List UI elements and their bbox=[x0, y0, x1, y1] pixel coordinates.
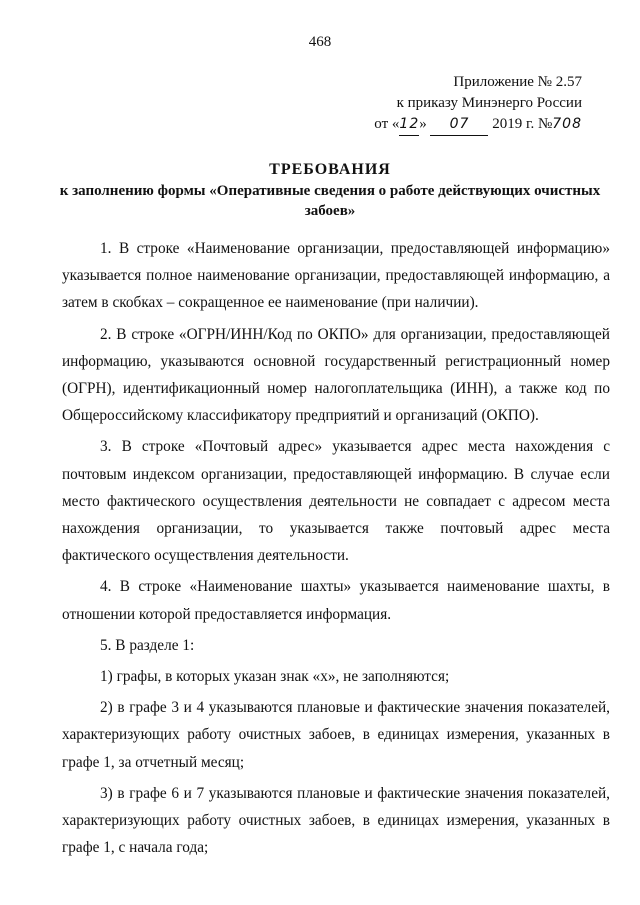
paragraph-2: 2. В строке «ОГРН/ИНН/Код по ОКПО» для организации, предоставляющей информацию, указываются основной государственный регистрационный номер (ОГРН), идентификационный номер налогоплательщика (ИНН), а также код по Общероссийскому классификатору предприятий и организаций (ОКПО). bbox=[62, 325, 610, 425]
paragraph-1: 1. В строке «Наименование организации, предоставляющей информацию» указывается полное наименование организации, предоставляющей информацию, а затем в скобках – сокращенное ее наименование (при наличии). bbox=[62, 240, 610, 312]
appendix-order-ref: к приказу Минэнерго России bbox=[396, 95, 582, 111]
list-item-3: 3) в графе 6 и 7 указываются плановые и фактические значения показателей, характеризующих работу очистных забоев, в единицах измерения, указанных в графе 1, с начала года; bbox=[62, 784, 610, 857]
handwritten-order-number: 708 bbox=[552, 116, 582, 132]
handwritten-month: 07 bbox=[430, 114, 488, 136]
paragraph-5: 5. В разделе 1: bbox=[100, 636, 195, 654]
paragraph-3: 3. В строке «Почтовый адрес» указывается адрес места нахождения с почтовым индексом организации, предоставляющей информацию. В случае если место фактического осуществления деятельности не совпадает с адресом места нахождения организации, то указывается также почтовый адрес места фактического осуществления деятельности. bbox=[62, 438, 610, 565]
date-prefix: от « bbox=[374, 116, 400, 132]
date-year: 2019 г. № bbox=[492, 116, 553, 132]
appendix-order-date bbox=[374, 114, 582, 136]
title-subheading: к заполнению формы «Оперативные сведения о работе действующих очистных забоев» bbox=[59, 183, 601, 219]
date-mid: » bbox=[419, 116, 427, 132]
appendix-title: Приложение № 2.57 bbox=[453, 74, 582, 90]
appendix-header bbox=[374, 72, 582, 136]
title-heading: ТРЕБОВАНИЯ bbox=[269, 161, 391, 178]
page-number: 468 bbox=[308, 34, 332, 50]
list-item-1: 1) графы, в которых указан знак «х», не заполняются; bbox=[100, 668, 450, 686]
list-item-2: 2) в графе 3 и 4 указываются плановые и фактические значения показателей, характеризующих работу очистных забоев, в единицах измерения, указанных в графе 1, за отчетный месяц; bbox=[62, 699, 610, 771]
document-body bbox=[62, 235, 610, 861]
handwritten-day: 12 bbox=[399, 114, 419, 136]
paragraph-4: 4. В строке «Наименование шахты» указывается наименование шахты, в отношении которой предоставляется информация. bbox=[62, 578, 610, 623]
document-title bbox=[50, 159, 610, 221]
